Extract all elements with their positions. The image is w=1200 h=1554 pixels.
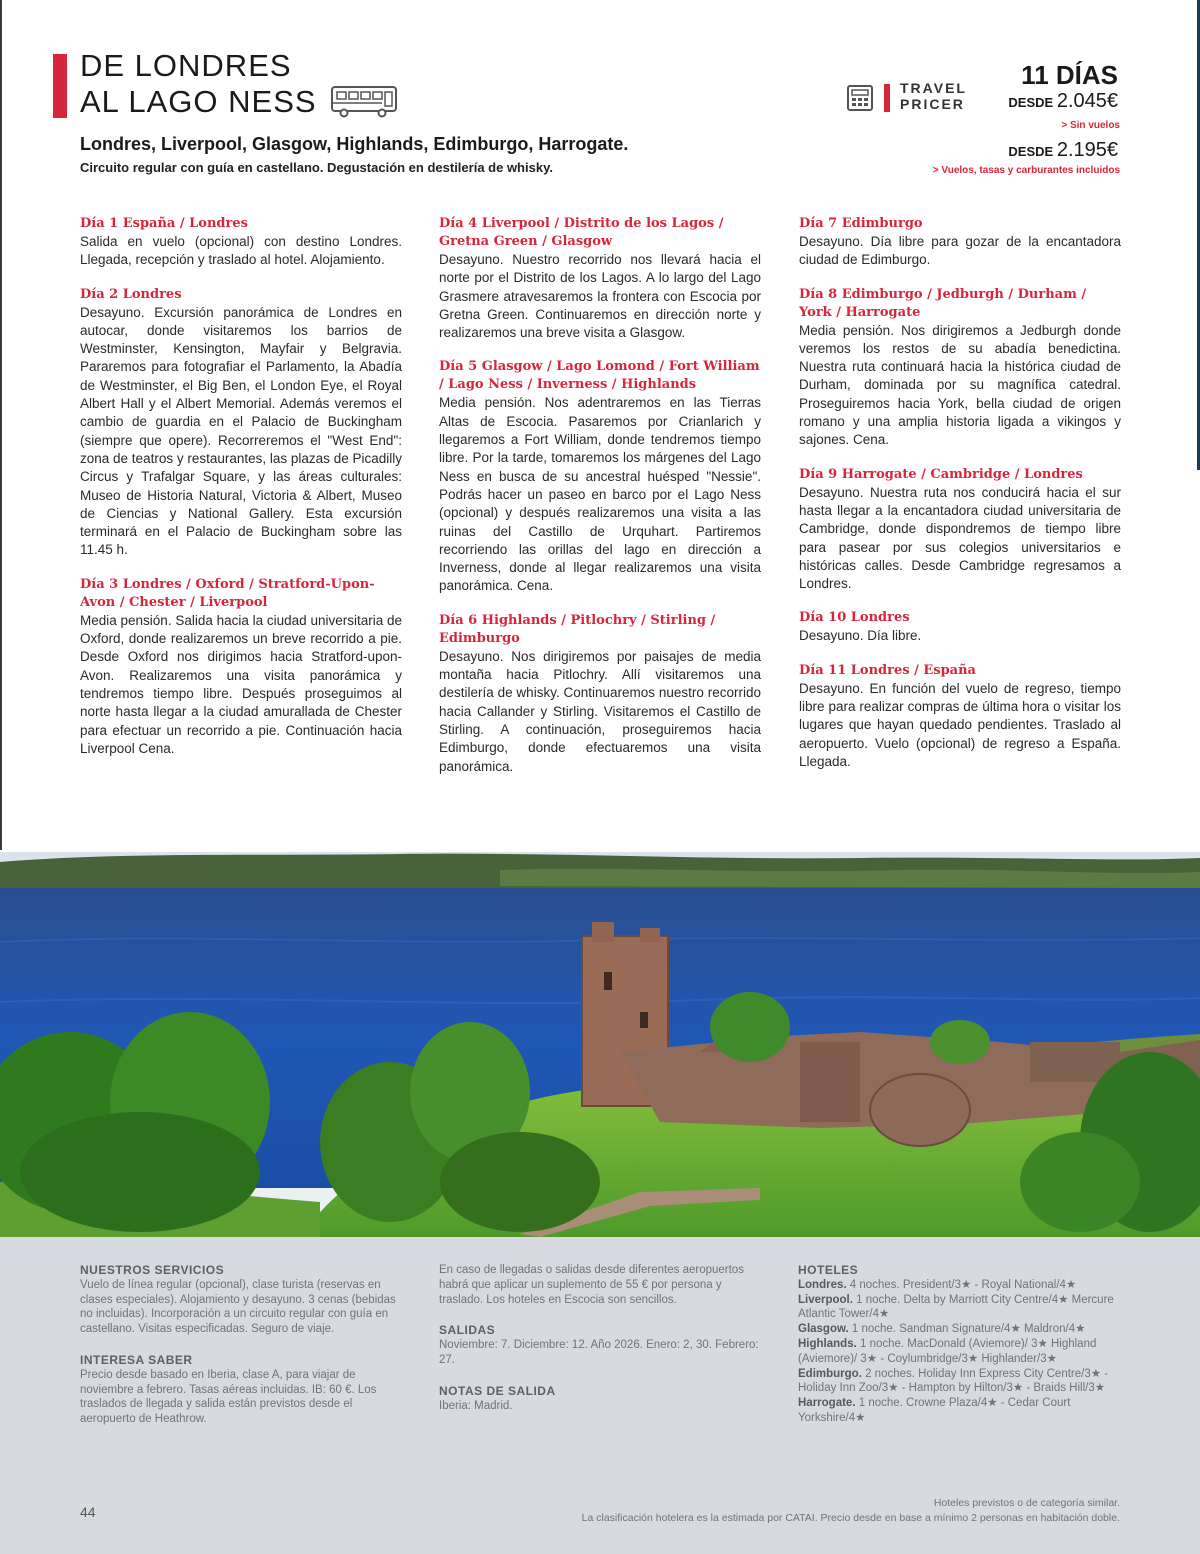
hotel-city: Liverpool. <box>798 1293 853 1306</box>
itinerary-day <box>799 662 1121 771</box>
salidas-text: Noviembre: 7. Diciembre: 12. Año 2026. Enero: 2, 30. Febrero: 27. <box>439 1339 759 1366</box>
day-title: Día 1 España / Londres <box>80 216 248 231</box>
urquhart-castle-photo <box>0 852 1200 1237</box>
hotel-entry <box>798 1337 1122 1367</box>
route-cities: Londres, Liverpool, Glasgow, Highlands, Edimburgo, Harrogate. <box>80 134 629 154</box>
itinerary-column-3 <box>799 215 1121 787</box>
day-title: Día 10 Londres <box>799 610 910 626</box>
day-description: Desayuno. Nuestra ruta nos conducirá hacia el sur hasta llegar a la encantadora ciudad universitaria de Cambridge, donde dispondremos de tiempo libre para pasear por sus colegios universitarios e históricas calles. Desde Cambridge regresamos a Londres. <box>799 484 1121 592</box>
itinerary-column-1 <box>80 215 402 774</box>
services-section <box>80 1263 404 1337</box>
hotel-entry <box>798 1278 1122 1293</box>
hotel-entry <box>798 1396 1122 1426</box>
price-note-no-flights: > Sin vuelos <box>1061 120 1120 131</box>
day-title: Día 6 Highlands / Pitlochry / Stirling / Edimburgo <box>439 612 716 646</box>
price-prefix: DESDE <box>1008 95 1054 110</box>
hotel-city: Edimburgo. <box>798 1367 862 1380</box>
interesa-saber-heading: INTERESA SABER <box>80 1352 193 1367</box>
itinerary-day <box>80 215 402 270</box>
day-description: Desayuno. En función del vuelo de regreso, tiempo libre para realizar compras de última hora o visitar los lugares que hayan quedado pendientes. Traslado al aeropuerto. Vuelo (opcional) de regreso a España. Llegada. <box>799 680 1121 769</box>
page-edge-rule <box>0 0 2 850</box>
hotel-entry <box>798 1322 1122 1337</box>
travel-pricer-logo <box>900 80 967 112</box>
hotel-detail: 1 noche. MacDonald (Aviemore)/ 3★ Highland (Aviemore)/ 3★ - Coylumbridge/3★ Highlander/3★ <box>798 1337 1097 1365</box>
hotel-detail: 1 noche. Crowne Plaza/4★ - Cedar Court Yorkshire/4★ <box>798 1397 1071 1424</box>
salidas-heading: SALIDAS <box>439 1323 496 1338</box>
day-title: Día 8 Edimburgo / Jedburgh / Durham / York / Harrogate <box>799 286 1087 320</box>
itinerary-day <box>439 358 761 595</box>
day-description: Media pensión. Nos dirigiremos a Jedburgh donde veremos los restos de su abadía benedictina. Nuestra ruta continuará hacia la histórica ciudad de Durham, dominada por su magnífica catedral. Proseguiremos hacia York, bella ciudad de origen romano y una amplia historia ligada a vikingos y sajones. Cena. <box>799 322 1121 448</box>
day-description: Desayuno. Día libre. <box>799 628 922 644</box>
day-title: Día 5 Glasgow / Lago Lomond / Fort William / Lago Ness / Inverness / Highlands <box>439 359 760 393</box>
itinerary-day <box>80 576 402 758</box>
notas-salida-heading: NOTAS DE SALIDA <box>439 1383 556 1398</box>
price-note-flights-included: > Vuelos, tasas y carburantes incluidos <box>932 165 1120 176</box>
itinerary-column-2 <box>439 215 761 792</box>
day-description: Desayuno. Nuestro recorrido nos llevará hacia el norte por el Distrito de los Lagos. A lo largo del Lago Grasmere atravesaremos la frontera con Escocia por Gretna Green. Continuaremos en dirección norte y realizaremos una breve visita a Glasgow. <box>439 252 761 341</box>
hotels-heading: HOTELES <box>798 1263 859 1277</box>
footnote-hotels: Hoteles previstos o de categoría similar. <box>933 1497 1120 1509</box>
page-title <box>80 48 317 120</box>
notas-salida-section <box>439 1384 763 1414</box>
title-line-1: DE LONDRES <box>80 48 292 83</box>
hotel-city: Londres. <box>798 1278 847 1291</box>
hotel-city: Highlands. <box>798 1337 857 1350</box>
notas-salida-text: Iberia: Madrid. <box>439 1399 513 1412</box>
interesa-saber-section <box>80 1353 404 1427</box>
day-description: Media pensión. Nos adentraremos en las Tierras Altas de Escocia. Pasaremos por Crianlarich y llegaremos a Fort William, donde tendremos tiempo libre. Por la tarde, tomaremos los márgenes del Lago Ness en busca de su ancestral huésped "Nessie". Podrás hacer un paseo en barco por el Lago Ness (opcional) y después realizaremos una visita a las ruinas del Castillo de Urquhart. Partiremos recorriendo las orillas del lago en dirección a Inverness, donde al llegar realizaremos una visita panorámica. Cena. <box>439 395 761 594</box>
travel-pricer-line-2: PRICER <box>900 96 965 112</box>
footnotes <box>582 1496 1120 1525</box>
hotel-city: Glasgow. <box>798 1323 849 1336</box>
services-heading: NUESTROS SERVICIOS <box>80 1263 225 1277</box>
title-accent-bar <box>53 54 67 118</box>
day-description: Desayuno. Excursión panorámica de Londres en autocar, donde visitaremos los barrios de Westminster, Kensington, Mayfair y Belgravia. Pararemos para fotografiar el Parlamento, la Abadía de Westminster, el Big Ben, el London Eye, el Royal Albert Hall y el Albert Memorial. Además veremos el cambio de guardia en el Palacio de Buckingham (siempre que opere). Recorreremos el "West End": zona de teatros y restaurantes, las plazas de Picadilly Circus y Trafalgar Square, y las áreas culturales: Museo de Historia Natural, Victoria & Albert, Museo de Ciencias y National Gallery. Esta excursión terminará en el Palacio de Buckingham sobre las 11.45 h. <box>80 304 402 558</box>
day-description: Desayuno. Día libre para gozar de la encantadora ciudad de Edimburgo. <box>799 234 1121 268</box>
travel-pricer-accent <box>884 84 890 112</box>
itinerary-day <box>439 612 761 776</box>
services-text: Vuelo de línea regular (opcional), clase turista (reservas en clases especiales). Alojamiento y desayuno. 3 cenas (bebidas no incluidas). Incorporación a un circuito regular con guía en castellano. Visitas especificadas. Seguro de viaje. <box>80 1278 396 1336</box>
trip-duration: 11 DÍAS <box>1021 60 1118 90</box>
supplement-text: En caso de llegadas o salidas desde diferentes aeropuertos habrá que aplicar un suplemento de 55 € por persona y traslado. Los hoteles en Escocia son sencillos. <box>439 1264 744 1306</box>
bus-icon <box>330 84 400 118</box>
title-line-2: AL LAGO NESS <box>80 84 317 119</box>
hotel-entry <box>798 1367 1122 1397</box>
page-number: 44 <box>80 1504 96 1520</box>
day-title: Día 7 Edimburgo <box>799 216 923 231</box>
hotel-detail: 4 noches. President/3★ - Royal National/4★ <box>846 1278 1077 1291</box>
interesa-saber-text: Precio desde basado en Iberia, clase A, para viajar de noviembre a febrero. Tasas aéreas incluidas. IB: 60 €. Los traslados de llegada y salida están previstos desde el aeropuerto de Heathrow. <box>80 1368 377 1426</box>
price-with-flights <box>1008 139 1118 162</box>
itinerary-day <box>799 609 1121 645</box>
hotel-city: Harrogate. <box>798 1397 856 1410</box>
itinerary-day <box>799 215 1121 270</box>
day-title: Día 9 Harrogate / Cambridge / Londres <box>799 466 1083 482</box>
footer-column-3 <box>798 1263 1122 1426</box>
travel-pricer-line-1: TRAVEL <box>900 80 967 96</box>
supplement-section <box>439 1263 763 1307</box>
itinerary-day <box>80 286 402 560</box>
price-value: 2.045€ <box>1056 90 1118 112</box>
price-without-flights <box>1008 90 1118 113</box>
day-title: Día 4 Liverpool / Distrito de los Lagos / Gretna Green / Glasgow <box>439 216 724 249</box>
itinerary-day <box>799 466 1121 594</box>
day-title: Día 11 Londres / España <box>799 662 976 678</box>
day-description: Desayuno. Nos dirigiremos por paisajes de media montaña hacia Pitlochry. Allí visitaremos una destilería de whisky. Continuaremos nuestro recorrido hacia Callander y Stirling. Visitaremos el Castillo de Stirling. A continuación, proseguiremos hacia Edimburgo, donde efectuaremos una visita panorámica. <box>439 648 761 774</box>
itinerary-day <box>799 286 1121 450</box>
hotel-entry <box>798 1293 1122 1323</box>
hotel-detail: 1 noche. Sandman Signature/4★ Maldron/4★ <box>848 1323 1086 1336</box>
hotel-detail: 2 noches. Holiday Inn Express City Centre/3★ - Holiday Inn Zoo/3★ - Hampton by Hilton/3★ - Braids Hill/3★ <box>798 1367 1109 1395</box>
itinerary-day <box>439 215 761 342</box>
tour-tagline: Circuito regular con guía en castellano. Degustación en destilería de whisky. <box>80 160 553 175</box>
day-title: Día 2 Londres <box>80 286 182 302</box>
footnote-classification: La clasificación hotelera es la estimada por CATAI. Precio desde en base a mínimo 2 personas en habitación doble. <box>581 1511 1120 1524</box>
day-description: Media pensión. Salida hacia la ciudad universitaria de Oxford, donde realizaremos un breve recorrido a pie. Desde Oxford nos dirigimos hacia Stratford-upon-Avon. Realizaremos una visita panorámica y tendremos tiempo libre. Después proseguimos al norte hasta llegar a la ciudad amurallada de Chester para efectuar un recorrido a pie. Continuación hacia Liverpool Cena. <box>80 612 402 756</box>
price-prefix: DESDE <box>1008 144 1054 159</box>
calculator-icon <box>846 84 874 112</box>
footer-column-1 <box>80 1263 404 1443</box>
day-title: Día 3 Londres / Oxford / Stratford-Upon-Avon / Chester / Liverpool <box>80 576 375 610</box>
day-description: Salida en vuelo (opcional) con destino Londres. Llegada, recepción y traslado al hotel. Alojamiento. <box>80 234 402 268</box>
price-value: 2.195€ <box>1056 139 1118 161</box>
footer-column-2 <box>439 1263 763 1429</box>
salidas-section <box>439 1323 763 1367</box>
hotel-detail: 1 noche. Delta by Marriott City Centre/4★ Mercure Atlantic Tower/4★ <box>798 1293 1114 1321</box>
